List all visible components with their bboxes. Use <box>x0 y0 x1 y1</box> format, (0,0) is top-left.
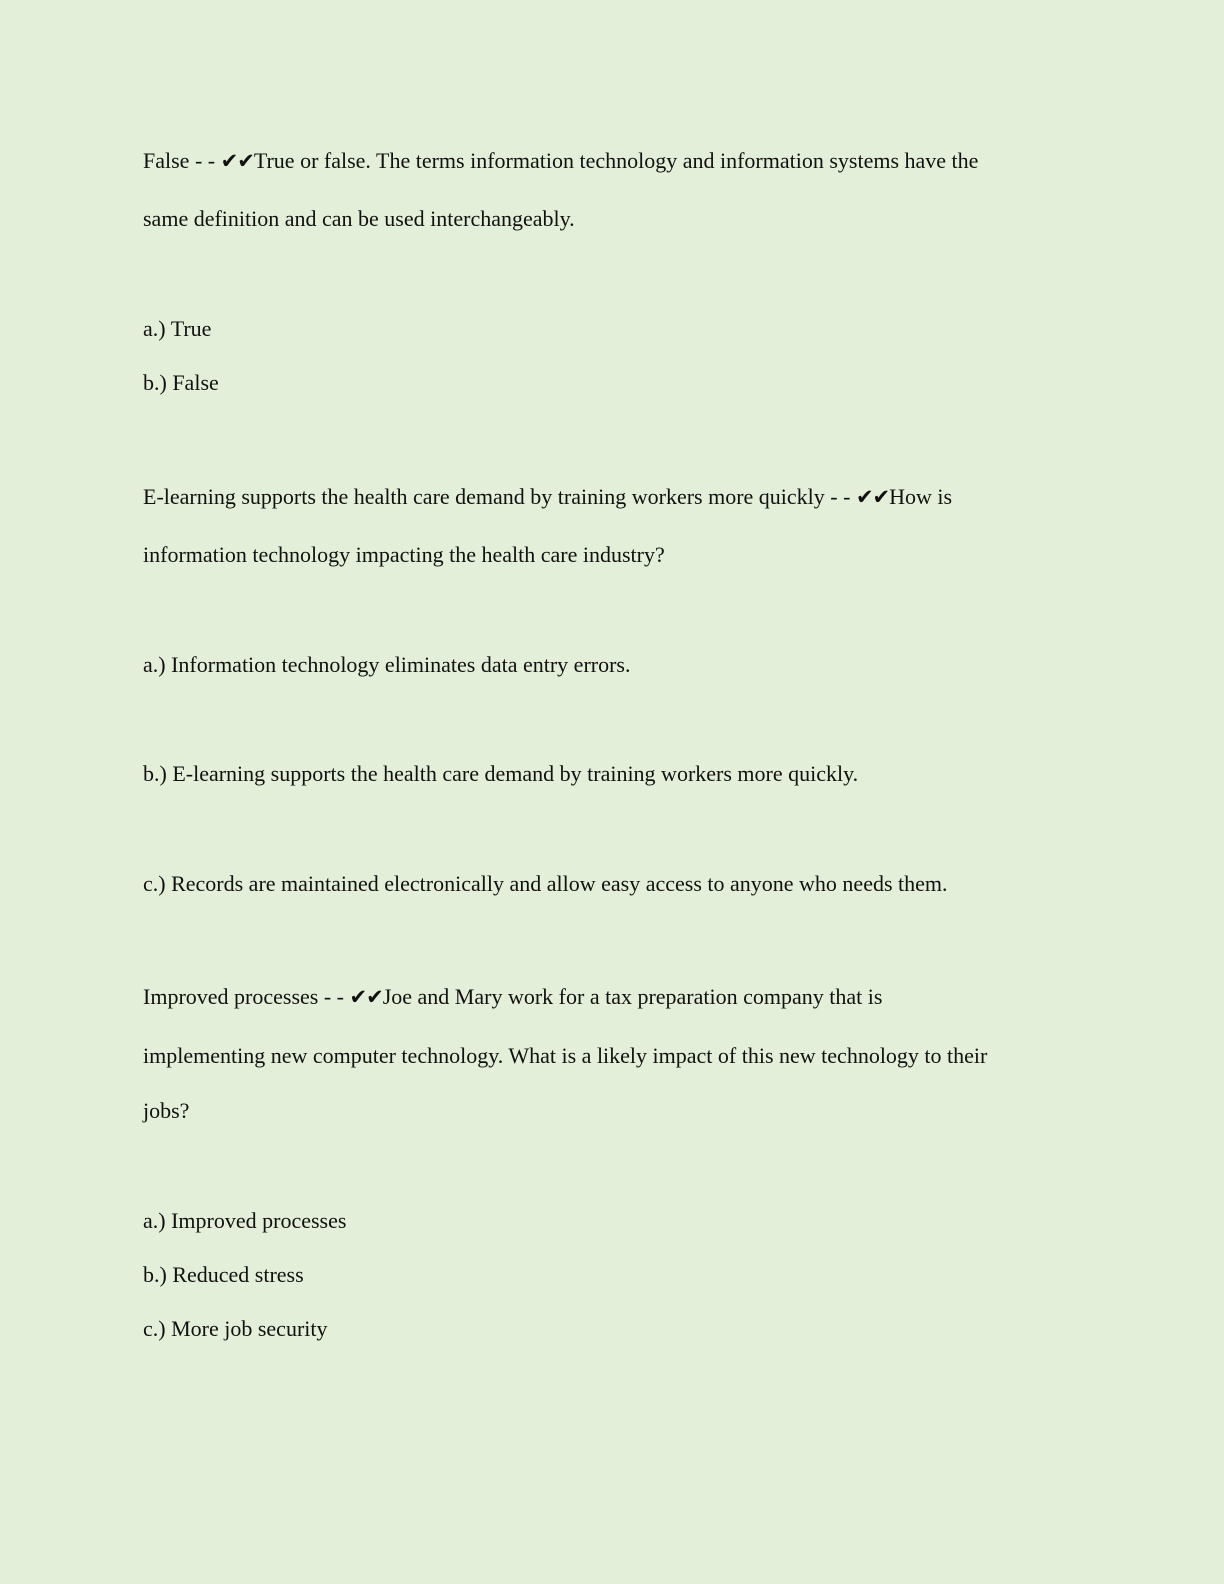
question-1-line-1 <box>143 148 978 174</box>
question-3-line-2: implementing new computer technology. What is a likely impact of this new technology to their <box>143 1043 988 1068</box>
double-check-icon: ✔✔ <box>855 485 890 509</box>
question-1-answer: False <box>143 148 190 173</box>
question-3-answer: Improved processes <box>143 984 319 1009</box>
question-1-line-2: same definition and can be used interchangeably. <box>143 206 575 231</box>
question-3-separator: - - <box>318 984 350 1009</box>
question-1-option-a: a.) True <box>143 316 212 341</box>
question-3-option-a: a.) Improved processes <box>143 1208 347 1233</box>
question-3-line-1 <box>143 984 882 1010</box>
question-1-prompt: True or false. The terms information technology and information systems have the <box>253 148 979 173</box>
question-3-line-3: jobs? <box>143 1098 190 1123</box>
question-2-option-b: b.) E-learning supports the health care demand by training workers more quickly. <box>143 761 859 786</box>
question-2-option-a: a.) Information technology eliminates data entry errors. <box>143 652 631 677</box>
question-3-option-b: b.) Reduced stress <box>143 1262 304 1287</box>
question-2-line-1 <box>143 484 952 510</box>
question-2-prompt: How is <box>889 484 953 509</box>
question-3-option-c: c.) More job security <box>143 1316 328 1341</box>
question-1-separator: - - <box>189 148 221 173</box>
question-2-answer: E-learning supports the health care demand by training workers more quickly <box>143 484 825 509</box>
question-2-separator: - - <box>824 484 856 509</box>
double-check-icon: ✔✔ <box>349 985 383 1009</box>
question-3-prompt: Joe and Mary work for a tax preparation company that is <box>382 984 883 1009</box>
question-2-option-c: c.) Records are maintained electronically and allow easy access to anyone who needs them. <box>143 871 948 896</box>
double-check-icon: ✔✔ <box>220 149 254 173</box>
question-1-option-b: b.) False <box>143 370 219 395</box>
question-2-line-2: information technology impacting the health care industry? <box>143 542 665 567</box>
